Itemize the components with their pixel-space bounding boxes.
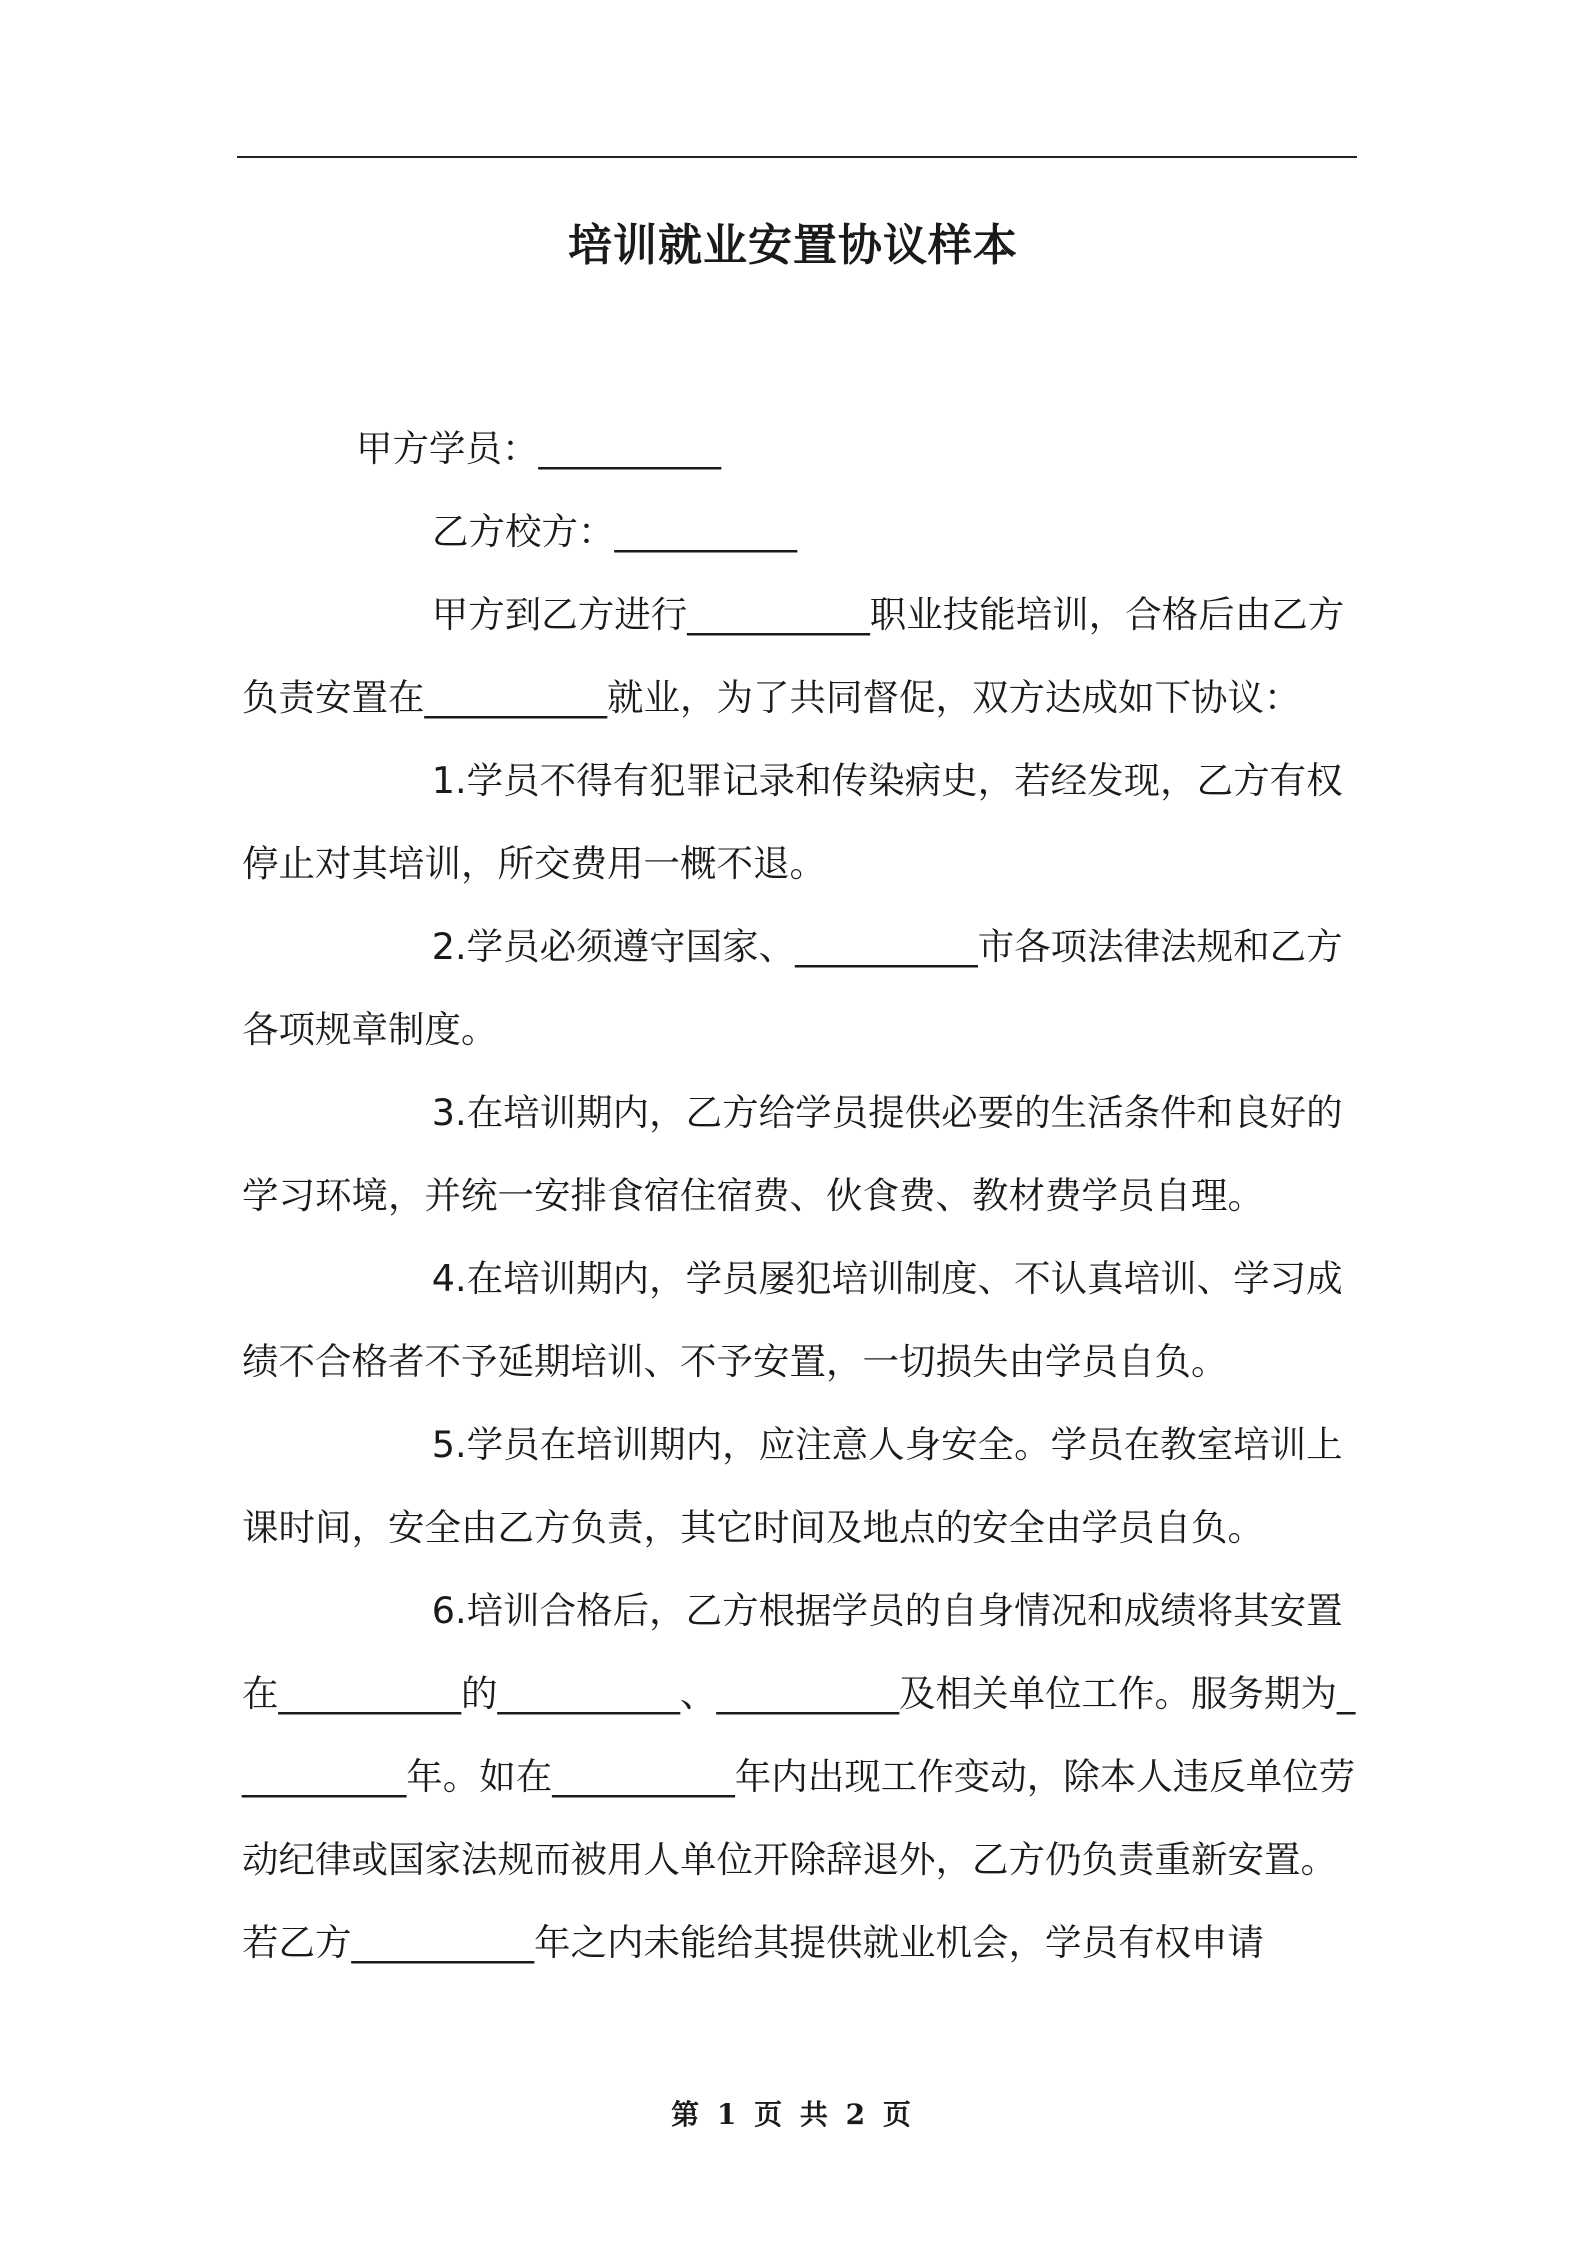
header-rule [237, 156, 1357, 158]
party-b-line: 乙方校方：__________ [432, 510, 797, 553]
intro-paragraph: 甲方到乙方进行__________职业技能培训，合格后由乙方负责安置在__________就业，为了共同督促，双方达成如下协议： [242, 593, 1345, 719]
document-title: 培训就业安置协议样本 [568, 220, 1018, 271]
clause-2: 2.学员必须遵守国家、__________市各项法律法规和乙方各项规章制度。 [242, 925, 1343, 1051]
clause-1: 1.学员不得有犯罪记录和传染病史，若经发现，乙方有权停止对其培训，所交费用一概不退。 [242, 759, 1343, 885]
page-indicator: 第 1 页 共 2 页 [671, 2098, 915, 2131]
party-a-line: 甲方学员：__________ [356, 427, 721, 470]
document-body [242, 407, 1357, 1984]
clause-4: 4.在培训期内，学员屡犯培训制度、不认真培训、学习成绩不合格者不予延期培训、不予安置，一切损失由学员自负。 [242, 1257, 1343, 1383]
clause-5: 5.学员在培训期内，应注意人身安全。学员在教室培训上课时间，安全由乙方负责，其它时间及地点的安全由学员自负。 [242, 1423, 1343, 1549]
clause-3: 3.在培训期内，乙方给学员提供必要的生活条件和良好的学习环境，并统一安排食宿住宿费、伙食费、教材费学员自理。 [242, 1091, 1343, 1217]
clause-6: 6.培训合格后，乙方根据学员的自身情况和成绩将其安置在__________的__________、__________及相关单位工作。服务期为__________年。如在__________年内出现工作变动，除本人违反单位劳动纪律或国家法规而被用人单位开除辞退外，乙方仍负责重新安置。若乙方__________年之内未能给其提供就业机会，学员有权申请 [242, 1589, 1356, 1964]
